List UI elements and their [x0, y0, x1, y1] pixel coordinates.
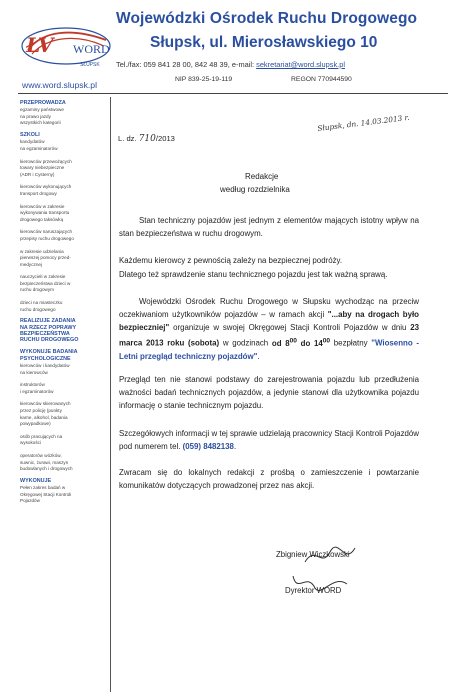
- sidebar-item: ruchu drogowego: [20, 306, 56, 312]
- contact-line: [116, 60, 345, 69]
- sidebar-item: wszystkich kategorii: [20, 120, 61, 126]
- header-divider: [18, 93, 448, 94]
- sidebar-item: dzieci na miasteczku: [20, 300, 63, 306]
- reference-suffix: /2013: [155, 134, 175, 143]
- sidebar-heading: NA RZECZ POPRAWY: [20, 324, 77, 331]
- sidebar-item: kandydatów: [20, 139, 45, 145]
- addressee-line-1: Redakcje: [245, 172, 279, 181]
- sidebar-heading: PRZEPROWADZA: [20, 100, 66, 106]
- logo-subtext: SŁUPSK: [80, 62, 100, 68]
- sidebar-item: (ADR i Cysterny): [20, 171, 55, 177]
- website-link[interactable]: www.word.slupsk.pl: [22, 80, 97, 90]
- paragraph-7: Zwracam się do lokalnych redakcji z prośbą o zamieszczenie i powtarzanie komunikatów dotyczących prowadzonej przez nas akcji.: [119, 468, 419, 491]
- signer-name: Zbigniew Wiczkowski: [276, 550, 350, 559]
- sidebar-item: operatorów wózków,: [20, 452, 62, 458]
- institution-address: Słupsk, ul. Mierosławskiego 10: [150, 34, 378, 51]
- sidebar-item: Pojazdów: [20, 498, 40, 504]
- paragraph-1: Stan techniczny pojazdów jest jednym z elementów mających istotny wpływ na stan bezpieczeństwa w ruchu drogowym.: [119, 216, 419, 239]
- institution-name: Wojewódzki Ośrodek Ruchu Drogowego: [116, 10, 418, 27]
- sidebar-item: Okręgowej Stacji Kontroli: [20, 491, 72, 497]
- sidebar-item: wysokości: [20, 440, 41, 446]
- sidebar-item: suwnic, żurawi, maszyn: [20, 459, 69, 465]
- event-name: "Wiosenno - Letni przegląd techniczny pojazdów": [119, 338, 419, 361]
- sidebar-item: kierowców w zakresie: [20, 203, 65, 209]
- sidebar-item: bezpieczeństwa dzieci w: [20, 280, 71, 286]
- sidebar-item: karne, alkohol, badania: [20, 414, 68, 420]
- sidebar-item: i egzaminatorów: [20, 388, 54, 394]
- sidebar-heading: WYKONUJE BADANIA: [20, 349, 78, 356]
- svg-text:ŁV: ŁV: [26, 33, 54, 57]
- sidebar-item: osób pracujących na: [20, 433, 63, 439]
- sidebar-item: w zakresie udzielania: [20, 248, 64, 254]
- reference-handwritten-number: 710: [138, 134, 156, 144]
- sidebar-item: pierwszej pomocy przed-: [20, 255, 71, 261]
- sidebar-item: przez policję (punkty: [20, 408, 62, 413]
- paragraph-3: Dlatego też sprawdzenie stanu technicznego pojazdu jest tak ważną sprawą.: [119, 270, 388, 279]
- sidebar-item: ruchu drogowym: [20, 287, 54, 293]
- sidebar-heading: RUCHU DROGOWEGO: [20, 337, 79, 344]
- paragraph-5: Przegląd ten nie stanowi podstawy do zarejestrowania pojazdu lub przedłużenia ważności badań technicznych pojazdów, a jedynie stanowi dla użytkownika pojazdu informację o stanie technicznym pojazdu.: [119, 375, 419, 411]
- sidebar-item: Pełen zakres badań w: [20, 485, 66, 491]
- sidebar: [20, 100, 108, 504]
- sidebar-item: na kierowców: [20, 369, 48, 375]
- nip-number: NIP 839-25-19-119: [175, 76, 233, 83]
- sidebar-heading: REALIZUJE ZADANIA: [20, 318, 76, 325]
- sidebar-item: transport drogowy: [20, 190, 57, 196]
- paragraph-2: Każdemu kierowcy z pewnością zależy na bezpiecznej podróży.: [119, 256, 343, 265]
- sidebar-item: kierowców i kandydatów: [20, 363, 70, 369]
- place-date-handwritten: Słupsk, dn. 14.03.2013 r.: [316, 112, 410, 133]
- sidebar-item: egzaminy państwowe: [20, 107, 64, 113]
- logo-text: WORD: [73, 42, 110, 56]
- regon-number: REGON 770944590: [291, 76, 352, 83]
- addressee-line-2: według rozdzielnika: [220, 185, 290, 194]
- sidebar-item: medycznej: [20, 261, 42, 267]
- sidebar-item: budowlanych i drogowych: [20, 466, 73, 472]
- contact-email-link[interactable]: sekretariat@word.slupsk.pl: [256, 60, 345, 69]
- sidebar-item: powypadkowe): [20, 421, 51, 427]
- campaign-name: "...aby na drogach było bezpieczniej": [119, 310, 419, 333]
- sidebar-item: drogowego taksówką: [20, 216, 64, 222]
- sidebar-heading: SZKOLI: [20, 132, 40, 139]
- sidebar-item: nauczycieli w zakresie: [20, 274, 66, 280]
- sidebar-item: kierowców wykonujących: [20, 184, 72, 190]
- sidebar-item: kierowców przewożących: [20, 158, 72, 164]
- sidebar-heading: PSYCHOLOGICZNE: [20, 355, 71, 362]
- sidebar-item: towary niebezpieczne: [20, 165, 65, 171]
- sidebar-divider: [110, 97, 111, 692]
- sidebar-item: wykonywania transportu: [20, 210, 70, 216]
- sidebar-heading: WYKONUJE: [20, 477, 52, 484]
- sidebar-item: kierowców skierowanych: [20, 401, 71, 407]
- reference-number: [118, 134, 175, 144]
- contact-phone-number: (059) 8482138: [182, 442, 234, 452]
- sidebar-item: na prawo jazdy: [20, 113, 51, 119]
- paragraph-6: Szczegółowych informacji w tej sprawie udzielają pracownicy Stacji Kontroli Pojazdów pod numerem tel. (059) 8482138.: [119, 429, 419, 452]
- sidebar-item: instruktorów: [20, 382, 45, 388]
- handwritten-initials: [285, 570, 355, 600]
- sidebar-item: przepisy ruchu drogowego: [20, 235, 74, 241]
- word-logo: [18, 22, 118, 72]
- signer-title: Dyrektor WORD: [285, 586, 342, 595]
- reference-prefix: L. dz.: [118, 134, 137, 143]
- event-date: 23 marca 2013 roku (sobota): [119, 323, 419, 348]
- paragraph-4: Wojewódzki Ośrodek Ruchu Drogowego w Słupsku wychodząc na przeciw oczekiwaniom użytkowników pojazdów – w ramach akcji "...aby na drogach było bezpieczniej" organizuje w swojej Okręgowej Stacji Kontroli Pojazdów w dniu 23 marca 2013 roku (sobota) w godzinach od $8^{00}$ do $14^{00}$ bezpłatny "Wiosenno - Letni przegląd techniczny pojazdów".: [119, 297, 419, 361]
- sidebar-item: na egzaminatorów: [20, 145, 58, 151]
- sidebar-item: kierowców naruszających: [20, 229, 73, 235]
- sidebar-heading: BEZPIECZEŃSTWA: [20, 330, 70, 337]
- contact-phone: Tel./fax: 059 841 28 00, 842 48 39, e-mail:: [116, 60, 255, 69]
